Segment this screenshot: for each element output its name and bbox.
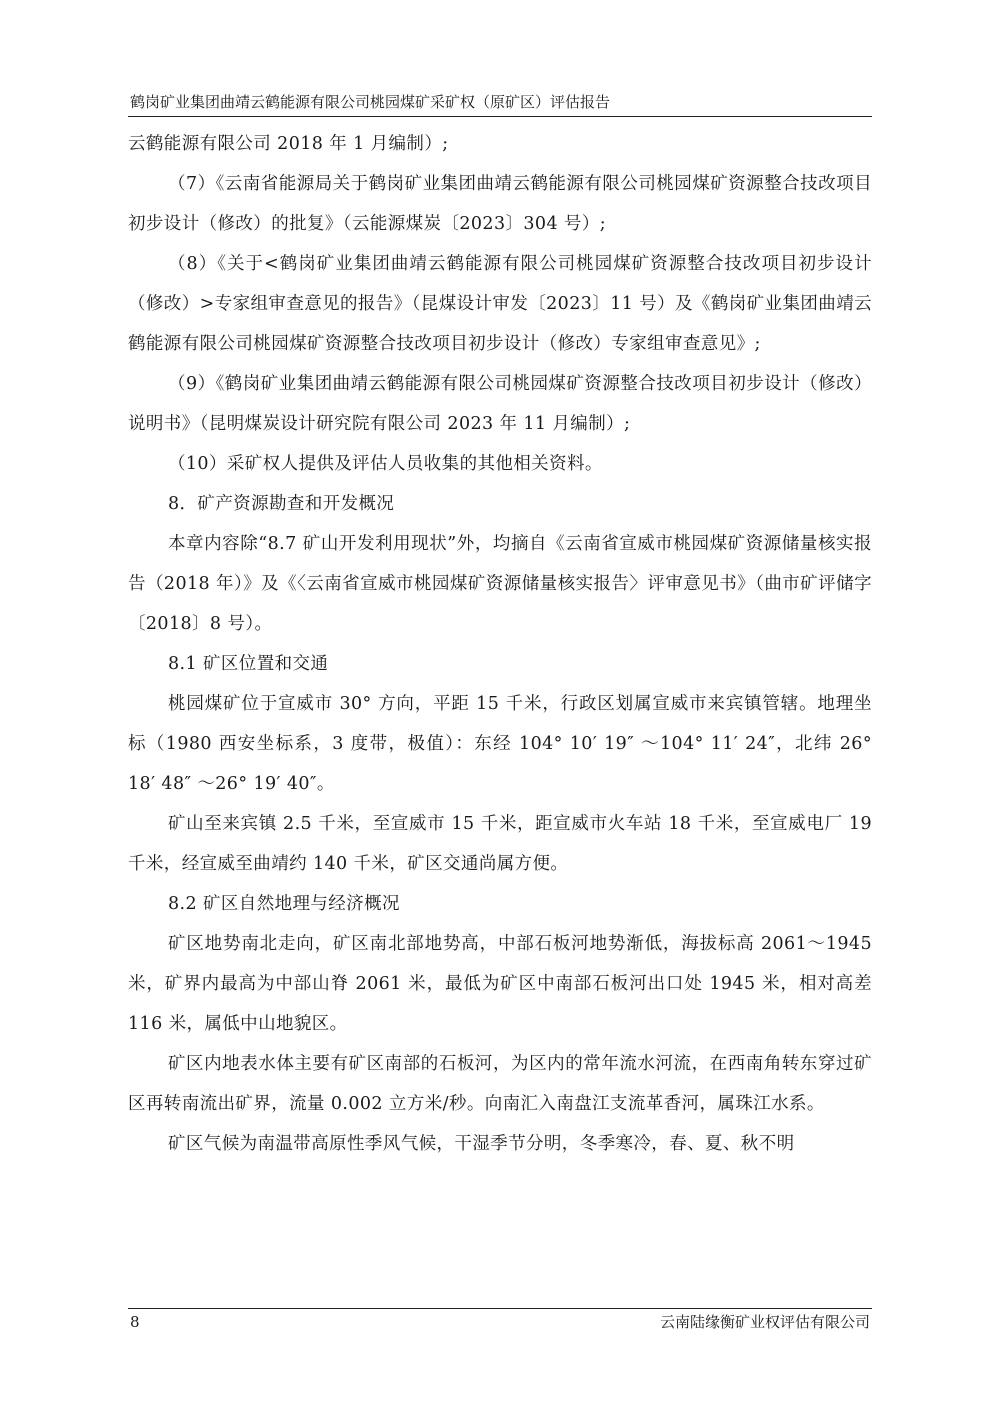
paragraph-continuation: 云鹤能源有限公司 2018 年 1 月编制）; (128, 134, 449, 154)
transport-paragraph: 矿山至来宾镇 2.5 千米，至宣威市 15 千米，距宣威市火车站 18 千米，至宣威电厂 19 千米，经宣威至曲靖约 140 千米，矿区交通尚属方便。 (128, 814, 872, 874)
location-paragraph: 桃园煤矿位于宣威市 30° 方向，平距 15 千米，行政区划属宣威市来宾镇管辖。地理坐标（1980 西安坐标系，3 度带，极值）：东经 104° 10′ 19″ ～104° 11′ 24″，北纬 26° 18′ 48″ ～26° 19′ 40″。 (128, 694, 872, 794)
reference-item-10: （10）采矿权人提供及评估人员收集的其他相关资料。 (168, 454, 603, 474)
subsection-heading-8-2: 8.2 矿区自然地理与经济概况 (168, 894, 400, 914)
reference-item-8: （8）《关于<鹤岗矿业集团曲靖云鹤能源有限公司桃园煤矿资源整合技改项目初步设计（修改）>专家组审查意见的报告》（昆煤设计审发〔2023〕11 号）及《鹤岗矿业集团曲靖云鹤能源有限公司桃园煤矿资源整合技改项目初步设计（修改）专家组审查意见》; (128, 254, 872, 354)
hydrology-paragraph: 矿区内地表水体主要有矿区南部的石板河，为区内的常年流水河流，在西南角转东穿过矿区再转南流出矿界，流量 0.002 立方米/秒。向南汇入南盘江支流革香河，属珠江水系。 (128, 1054, 872, 1114)
subsection-heading-8-1: 8.1 矿区位置和交通 (168, 654, 329, 674)
header-divider (128, 116, 872, 117)
footer-company-name: 云南陆缘衡矿业权评估有限公司 (659, 1313, 870, 1331)
body-text (128, 124, 872, 1164)
footer-divider (128, 1308, 872, 1309)
page-number: 8 (130, 1313, 140, 1331)
terrain-paragraph: 矿区地势南北走向，矿区南北部地势高，中部石板河地势渐低，海拔标高 2061～1945 米，矿界内最高为中部山脊 2061 米，最低为矿区中南部石板河出口处 1945 米，相对高差 116 米，属低中山地貌区。 (128, 934, 872, 1034)
climate-paragraph: 矿区气候为南温带高原性季风气候，干湿季节分明，冬季寒冷，春、夏、秋不明 (168, 1134, 795, 1154)
running-header-title: 鹤岗矿业集团曲靖云鹤能源有限公司桃园煤矿采矿权（原矿区）评估报告 (130, 93, 611, 111)
reference-item-7: （7）《云南省能源局关于鹤岗矿业集团曲靖云鹤能源有限公司桃园煤矿资源整合技改项目初步设计（修改）的批复》（云能源煤炭〔2023〕304 号）; (128, 174, 872, 234)
section-intro-paragraph: 本章内容除“8.7 矿山开发利用现状”外，均摘自《云南省宣威市桃园煤矿资源储量核实报告（2018 年）》及《〈云南省宣威市桃园煤矿资源储量核实报告〉评审意见书》（曲市矿评储字〔2018〕8 号）。 (128, 534, 872, 634)
reference-item-9: （9）《鹤岗矿业集团曲靖云鹤能源有限公司桃园煤矿资源整合技改项目初步设计（修改）说明书》（昆明煤炭设计研究院有限公司 2023 年 11 月编制）; (128, 374, 872, 434)
section-heading-8: 8．矿产资源勘查和开发概况 (168, 494, 395, 514)
